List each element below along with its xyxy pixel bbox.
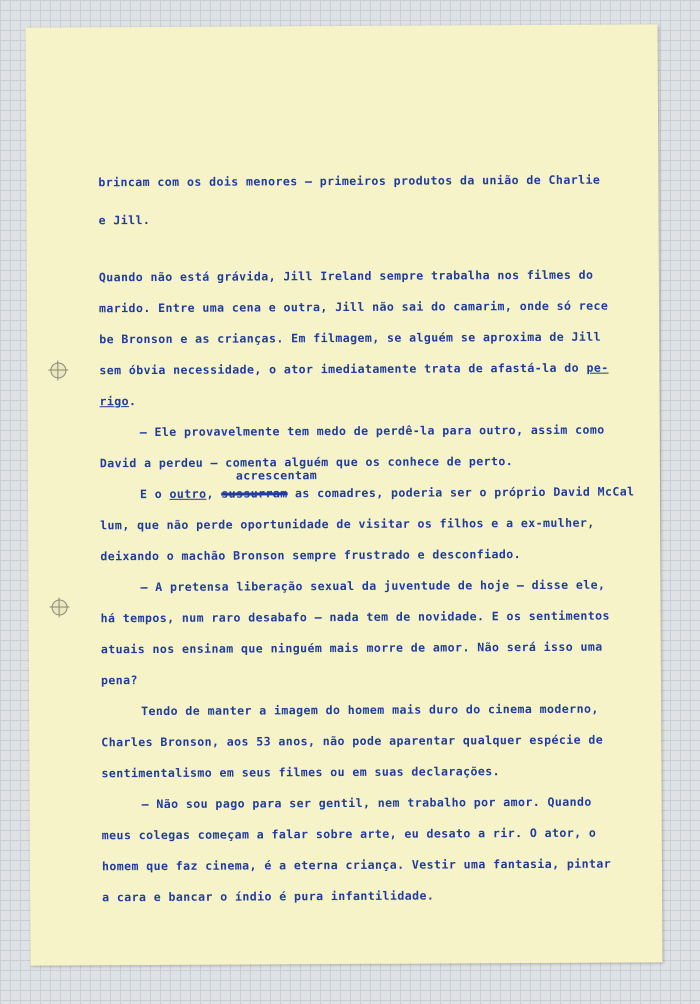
text-line: a cara e bancar o índio é pura infantilidade. [102, 888, 435, 905]
binder-hole-icon [52, 599, 68, 615]
text-line [140, 484, 635, 501]
text-line: — Não sou pago para ser gentil, nem trabalho por amor. Quando [141, 794, 592, 812]
text-line: marido. Entre uma cena e outra, Jill não sai do camarim, onde só rece [98, 298, 609, 316]
text-segment: , [206, 486, 222, 501]
text-line: meus colegas começam a falar sobre arte, eu desato a rir. O ator, o [101, 825, 597, 843]
text-line: Quando não está grávida, Jill Ireland sempre trabalha nos filmes do [98, 267, 594, 285]
typewritten-page [26, 24, 663, 965]
text-line: be Bronson e as crianças. Em filmagem, se alguém se aproxima de Jill [99, 329, 602, 347]
binder-hole-icon [50, 362, 66, 378]
text-line: Tendo de manter a imagem do homem mais duro do cinema moderno, [141, 701, 599, 719]
handwritten-insertion: acrescentam [235, 468, 318, 483]
underlined-text: rigo [99, 394, 130, 409]
underlined-text: outro [169, 486, 207, 501]
text-segment: as comadres, poderia ser o próprio David McCal [287, 484, 635, 501]
text-line: David a perdeu — comenta alguém que os conhece de perto. [99, 454, 514, 471]
text-line: — Ele provavelmente tem medo de perdê-la para outro, assim como [139, 422, 605, 440]
text-line: brincam com os dois menores — primeiros produtos da união de Charlie [98, 172, 601, 190]
text-segment: . [129, 394, 137, 409]
text-line: deixando o machão Bronson sempre frustrado e desconfiado. [100, 547, 522, 564]
text-line: homem que faz cinema, é a eterna criança. Vestir uma fantasia, pintar [101, 856, 612, 874]
struck-out-text: sussurram [221, 486, 288, 501]
text-line [99, 361, 608, 378]
text-line: — A pretensa liberação sexual da juventude de hoje — disse ele, [140, 577, 606, 595]
underlined-text: pe- [586, 360, 609, 375]
text-line: há tempos, num raro desabafo — nada tem de novidade. E os sentimentos [100, 608, 610, 626]
text-line [99, 394, 136, 408]
text-line: Charles Bronson, aos 53 anos, não pode aparentar qualquer espécie de [101, 732, 604, 750]
text-line: sentimentalismo em seus filmes ou em suas declarações. [101, 764, 501, 781]
text-segment: sem óbvia necessidade, o ator imediatamente trata de afastá-la do [99, 360, 587, 378]
text-segment: E o [139, 486, 170, 502]
text-line: e Jill. [98, 213, 151, 228]
text-line: atuais nos ensinam que ninguém mais morre de amor. Não será isso uma [100, 639, 603, 657]
text-line: pena? [100, 673, 138, 688]
text-line: lum, que não perde oportunidade de visitar os filhos e a ex-mulher, [100, 515, 595, 533]
